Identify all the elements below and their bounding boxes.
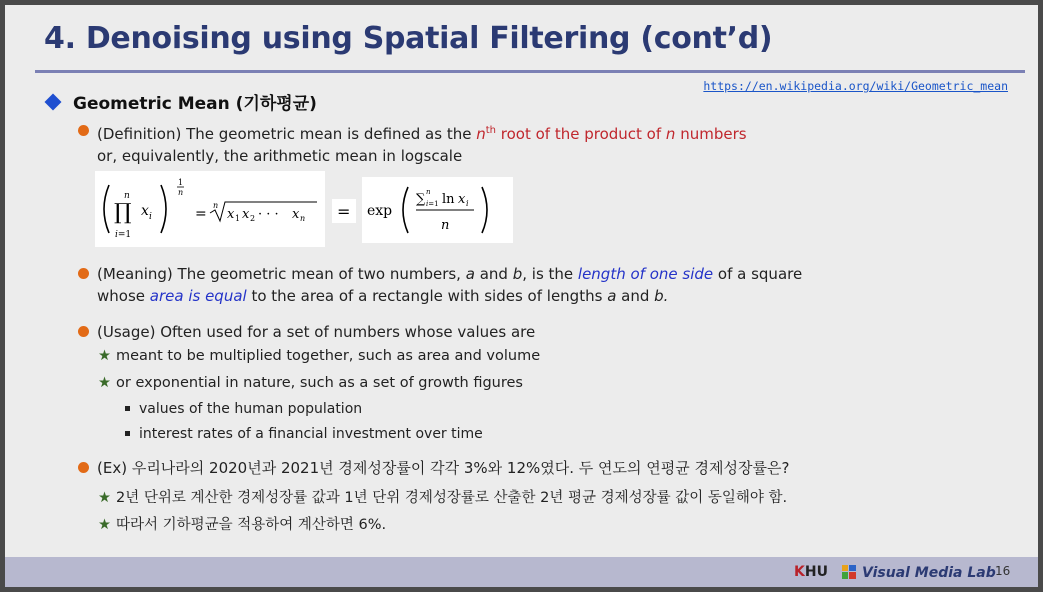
svg-text:=: = <box>195 206 207 222</box>
heading-geometric-mean <box>47 89 317 114</box>
usage-star-2: ★ or exponential in nature, such as a set of growth figures <box>98 375 523 391</box>
page-number: 16 <box>995 564 1011 578</box>
svg-text:n: n <box>300 214 306 223</box>
square-bullet-icon <box>125 431 130 436</box>
svg-text:n: n <box>213 201 219 210</box>
svg-text:i=1: i=1 <box>426 200 439 208</box>
orange-dot-icon <box>78 125 89 136</box>
title-underline <box>35 70 1025 73</box>
svg-text:2: 2 <box>250 214 256 223</box>
svg-text:n: n <box>441 218 450 233</box>
equation-exp-log <box>362 177 513 243</box>
usage-sub-1: values of the human population <box>125 401 362 417</box>
bullet-definition <box>78 120 747 167</box>
definition-line1: (Definition) The geometric mean is defined as the $n^{th}$ root of the product of n numbers <box>97 125 747 143</box>
lab-name: Visual Media Lab <box>842 563 996 581</box>
slide-title: 4. Denoising using Spatial Filtering (cont’d) <box>44 21 773 56</box>
heading-text: Geometric Mean (기하평균) <box>73 94 317 114</box>
khu-logo: KHU <box>794 564 828 580</box>
example-star-2: ★ 따라서 기하평균을 적용하여 계산하면 6%. <box>98 517 387 533</box>
orange-dot-icon <box>78 268 89 279</box>
svg-text:∑: ∑ <box>416 192 426 207</box>
footer-bar <box>5 557 1038 587</box>
orange-dot-icon <box>78 326 89 337</box>
svg-text:n: n <box>426 188 431 196</box>
star-icon: ★ <box>98 517 111 533</box>
bullet-example <box>78 457 789 479</box>
svg-text:i: i <box>149 212 152 222</box>
meaning-line1: (Meaning) The geometric mean of two numbers, a and b, is the length of one side of a square <box>97 265 803 283</box>
wikipedia-link[interactable]: https://en.wikipedia.org/wiki/Geometric_mean <box>703 79 1008 93</box>
orange-dot-icon <box>78 462 89 473</box>
vml-logo-icon <box>842 565 856 579</box>
definition-line2: or, equivalently, the arithmetic mean in logscale <box>97 147 463 165</box>
svg-text:1: 1 <box>235 214 241 223</box>
star-icon: ★ <box>98 375 111 391</box>
svg-text:1: 1 <box>178 178 184 187</box>
svg-text:x: x <box>227 207 235 222</box>
equation-equals-sign <box>332 199 356 223</box>
usage-line: (Usage) Often used for a set of numbers whose values are <box>97 323 536 341</box>
svg-text:=: = <box>337 202 351 221</box>
bullet-usage <box>78 321 535 343</box>
svg-text:n: n <box>124 191 130 201</box>
meaning-line2: whose area is equal to the area of a rectangle with sides of lengths a and b. <box>97 287 669 305</box>
square-bullet-icon <box>125 406 130 411</box>
svg-text:∏: ∏ <box>114 200 132 225</box>
diamond-bullet-icon <box>45 94 62 111</box>
star-icon: ★ <box>98 348 111 364</box>
svg-text:i: i <box>466 199 469 208</box>
svg-text:exp: exp <box>367 203 393 219</box>
svg-text:i=1: i=1 <box>115 230 132 240</box>
star-icon: ★ <box>98 490 111 506</box>
equation-product-root <box>95 171 325 247</box>
svg-text:n: n <box>178 188 184 197</box>
usage-sub-2: interest rates of a financial investment over time <box>125 426 483 442</box>
usage-star-1: ★ meant to be multiplied together, such as area and volume <box>98 348 541 364</box>
svg-text:· · ·: · · · <box>258 207 279 222</box>
slide <box>5 5 1038 587</box>
bullet-meaning <box>78 263 802 307</box>
svg-text:x: x <box>292 207 300 222</box>
svg-text:ln: ln <box>442 192 455 207</box>
svg-text:x: x <box>458 192 466 207</box>
svg-text:x: x <box>242 207 250 222</box>
svg-text:x: x <box>141 203 149 219</box>
example-line: (Ex) 우리나라의 2020년과 2021년 경제성장률이 각각 3%와 12%였다. 두 연도의 연평균 경제성장률은? <box>97 459 790 477</box>
example-star-1: ★ 2년 단위로 계산한 경제성장률 값과 1년 단위 경제성장률로 산출한 2년 평균 경제성장률 값이 동일해야 함. <box>98 490 788 506</box>
